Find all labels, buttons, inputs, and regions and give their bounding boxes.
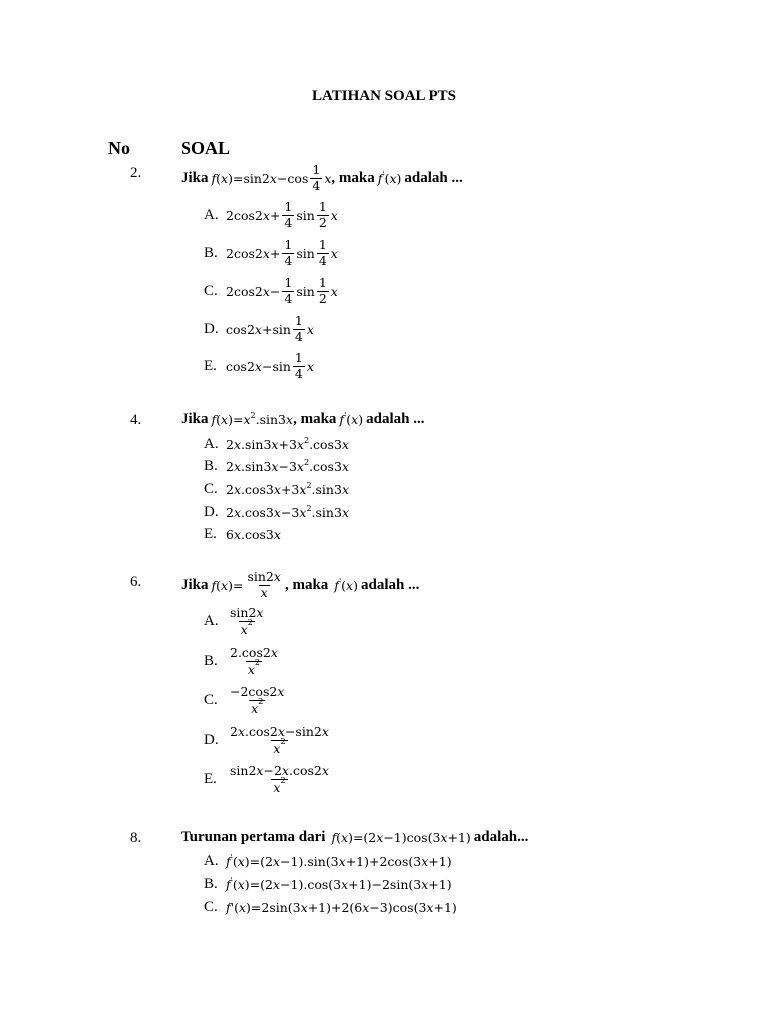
question-text: Jika f ( x )= $\frac{\sin 2x}{x}$ , maka f ' ( x ) adalah ... bbox=[181, 569, 420, 600]
math-expression: cos2 x +sin $\frac{1}{4}$ x bbox=[226, 313, 314, 344]
page-title: LATIHAN SOAL PTS bbox=[312, 88, 456, 104]
math-expression: 2cos2 x + $\frac{1}{4}$ sin $\frac{1}{2}$ x bbox=[226, 199, 338, 230]
math-expression: 2cos2 x − $\frac{1}{4}$ sin $\frac{1}{2}$ x bbox=[226, 275, 338, 306]
column-header-no: No bbox=[108, 138, 130, 158]
option[interactable]: D. $\frac{2x.\cos 2x-\sin 2x}{x^2}$ bbox=[204, 726, 333, 755]
math-expression: 2 x .cos3 x −3 x 2 .sin3 x bbox=[226, 504, 349, 520]
question-number: 4. bbox=[130, 412, 142, 428]
option[interactable]: B. $\frac{2.\cos 2x}{x^2}$ bbox=[204, 647, 282, 676]
question-text: Jika f ( x )=sin2 x −cos $\frac{1}{4}$ x , maka f ' ( x ) adalah ... bbox=[181, 162, 463, 193]
math-expression: 6 x .cos3 x bbox=[226, 527, 281, 542]
question-text: Jika f ( x )= x 2 .sin3 x , maka f ' ( x ) adalah ... bbox=[181, 411, 425, 427]
option[interactable]: E. cos2 x −sin $\frac{1}{4}$ x bbox=[204, 350, 314, 381]
option[interactable]: A. 2 x .sin3 x +3 x 2 .cos3 x bbox=[204, 436, 349, 452]
option[interactable]: C. 2 x .cos3 x +3 x 2 .sin3 x bbox=[204, 481, 349, 497]
option[interactable]: D. 2 x .cos3 x −3 x 2 .sin3 x bbox=[204, 504, 349, 520]
question-text: Turunan pertama dari f ( x )=(2 x −1)cos(3 x +1) adalah... bbox=[181, 829, 529, 845]
option[interactable]: B. 2cos2 x + $\frac{1}{4}$ sin $\frac{1}{4}$ x bbox=[204, 237, 338, 268]
option[interactable]: A. $\frac{\sin 2x}{x^2}$ bbox=[204, 607, 267, 636]
column-header-soal: SOAL bbox=[181, 138, 231, 158]
math-expression: 2 x .sin3 x −3 x 2 .cos3 x bbox=[226, 458, 349, 474]
math-expression: $\frac{\sin 2x-2x.\cos 2x}{x^2}$ bbox=[230, 763, 329, 795]
option[interactable]: E. $\frac{\sin 2x-2x.\cos 2x}{x^2}$ bbox=[204, 765, 333, 794]
math-expression: f ' ( x ) bbox=[334, 576, 358, 593]
math-expression: f ( x )=sin2 x −cos $\frac{1}{4}$ x bbox=[211, 162, 332, 193]
option[interactable]: D. cos2 x +sin $\frac{1}{4}$ x bbox=[204, 313, 314, 344]
math-expression: f ' ( x ) bbox=[339, 411, 364, 427]
option[interactable]: B. 2 x .sin3 x −3 x 2 .cos3 x bbox=[204, 458, 349, 474]
math-expression: f ' ( x )=(2 x −1).cos(3 x +1)−2sin(3 x +1) bbox=[226, 876, 452, 892]
math-expression: $\frac{2x.\cos 2x-\sin 2x}{x^2}$ bbox=[230, 724, 329, 756]
math-expression: 2cos2 x + $\frac{1}{4}$ sin $\frac{1}{4}$ x bbox=[226, 237, 338, 268]
math-expression: f ' ( x )=(2 x −1).sin(3 x +1)+2cos(3 x +1) bbox=[226, 853, 452, 869]
math-expression: 2 x .cos3 x +3 x 2 .sin3 x bbox=[226, 481, 349, 497]
math-expression: f ' ( x ) bbox=[377, 169, 402, 186]
option[interactable]: C. $\frac{-2\cos 2x}{x^2}$ bbox=[204, 686, 288, 715]
math-expression: f '( x )=2sin(3 x +1)+2(6 x −3)cos(3 x +1) bbox=[226, 900, 457, 915]
math-expression: f ( x )= x 2 .sin3 x bbox=[211, 411, 294, 427]
option[interactable]: B. f ' ( x )=(2 x −1).cos(3 x +1)−2sin(3 x +1) bbox=[204, 876, 452, 892]
math-expression: 2 x .sin3 x +3 x 2 .cos3 x bbox=[226, 436, 349, 452]
option[interactable]: A. f ' ( x )=(2 x −1).sin(3 x +1)+2cos(3 x +1) bbox=[204, 853, 452, 869]
math-expression: cos2 x −sin $\frac{1}{4}$ x bbox=[226, 350, 314, 381]
question-number: 2. bbox=[130, 165, 142, 181]
math-expression: $\frac{-2\cos 2x}{x^2}$ bbox=[230, 684, 285, 716]
option[interactable]: C. f '( x )=2sin(3 x +1)+2(6 x −3)cos(3 x +1) bbox=[204, 899, 457, 915]
question-number: 8. bbox=[130, 830, 142, 846]
option[interactable]: C. 2cos2 x − $\frac{1}{4}$ sin $\frac{1}{2}$ x bbox=[204, 275, 338, 306]
option[interactable]: A. 2cos2 x + $\frac{1}{4}$ sin $\frac{1}{2}$ x bbox=[204, 199, 338, 230]
math-expression: f ( x )=(2 x −1)cos(3 x +1) bbox=[331, 830, 471, 845]
math-expression: $\frac{2.\cos 2x}{x^2}$ bbox=[230, 645, 278, 677]
question-number: 6. bbox=[130, 574, 142, 590]
option[interactable]: E. 6 x .cos3 x bbox=[204, 526, 281, 542]
math-expression: f ( x )= $\frac{\sin 2x}{x}$ bbox=[211, 569, 281, 600]
math-expression: $\frac{\sin 2x}{x^2}$ bbox=[230, 605, 264, 637]
